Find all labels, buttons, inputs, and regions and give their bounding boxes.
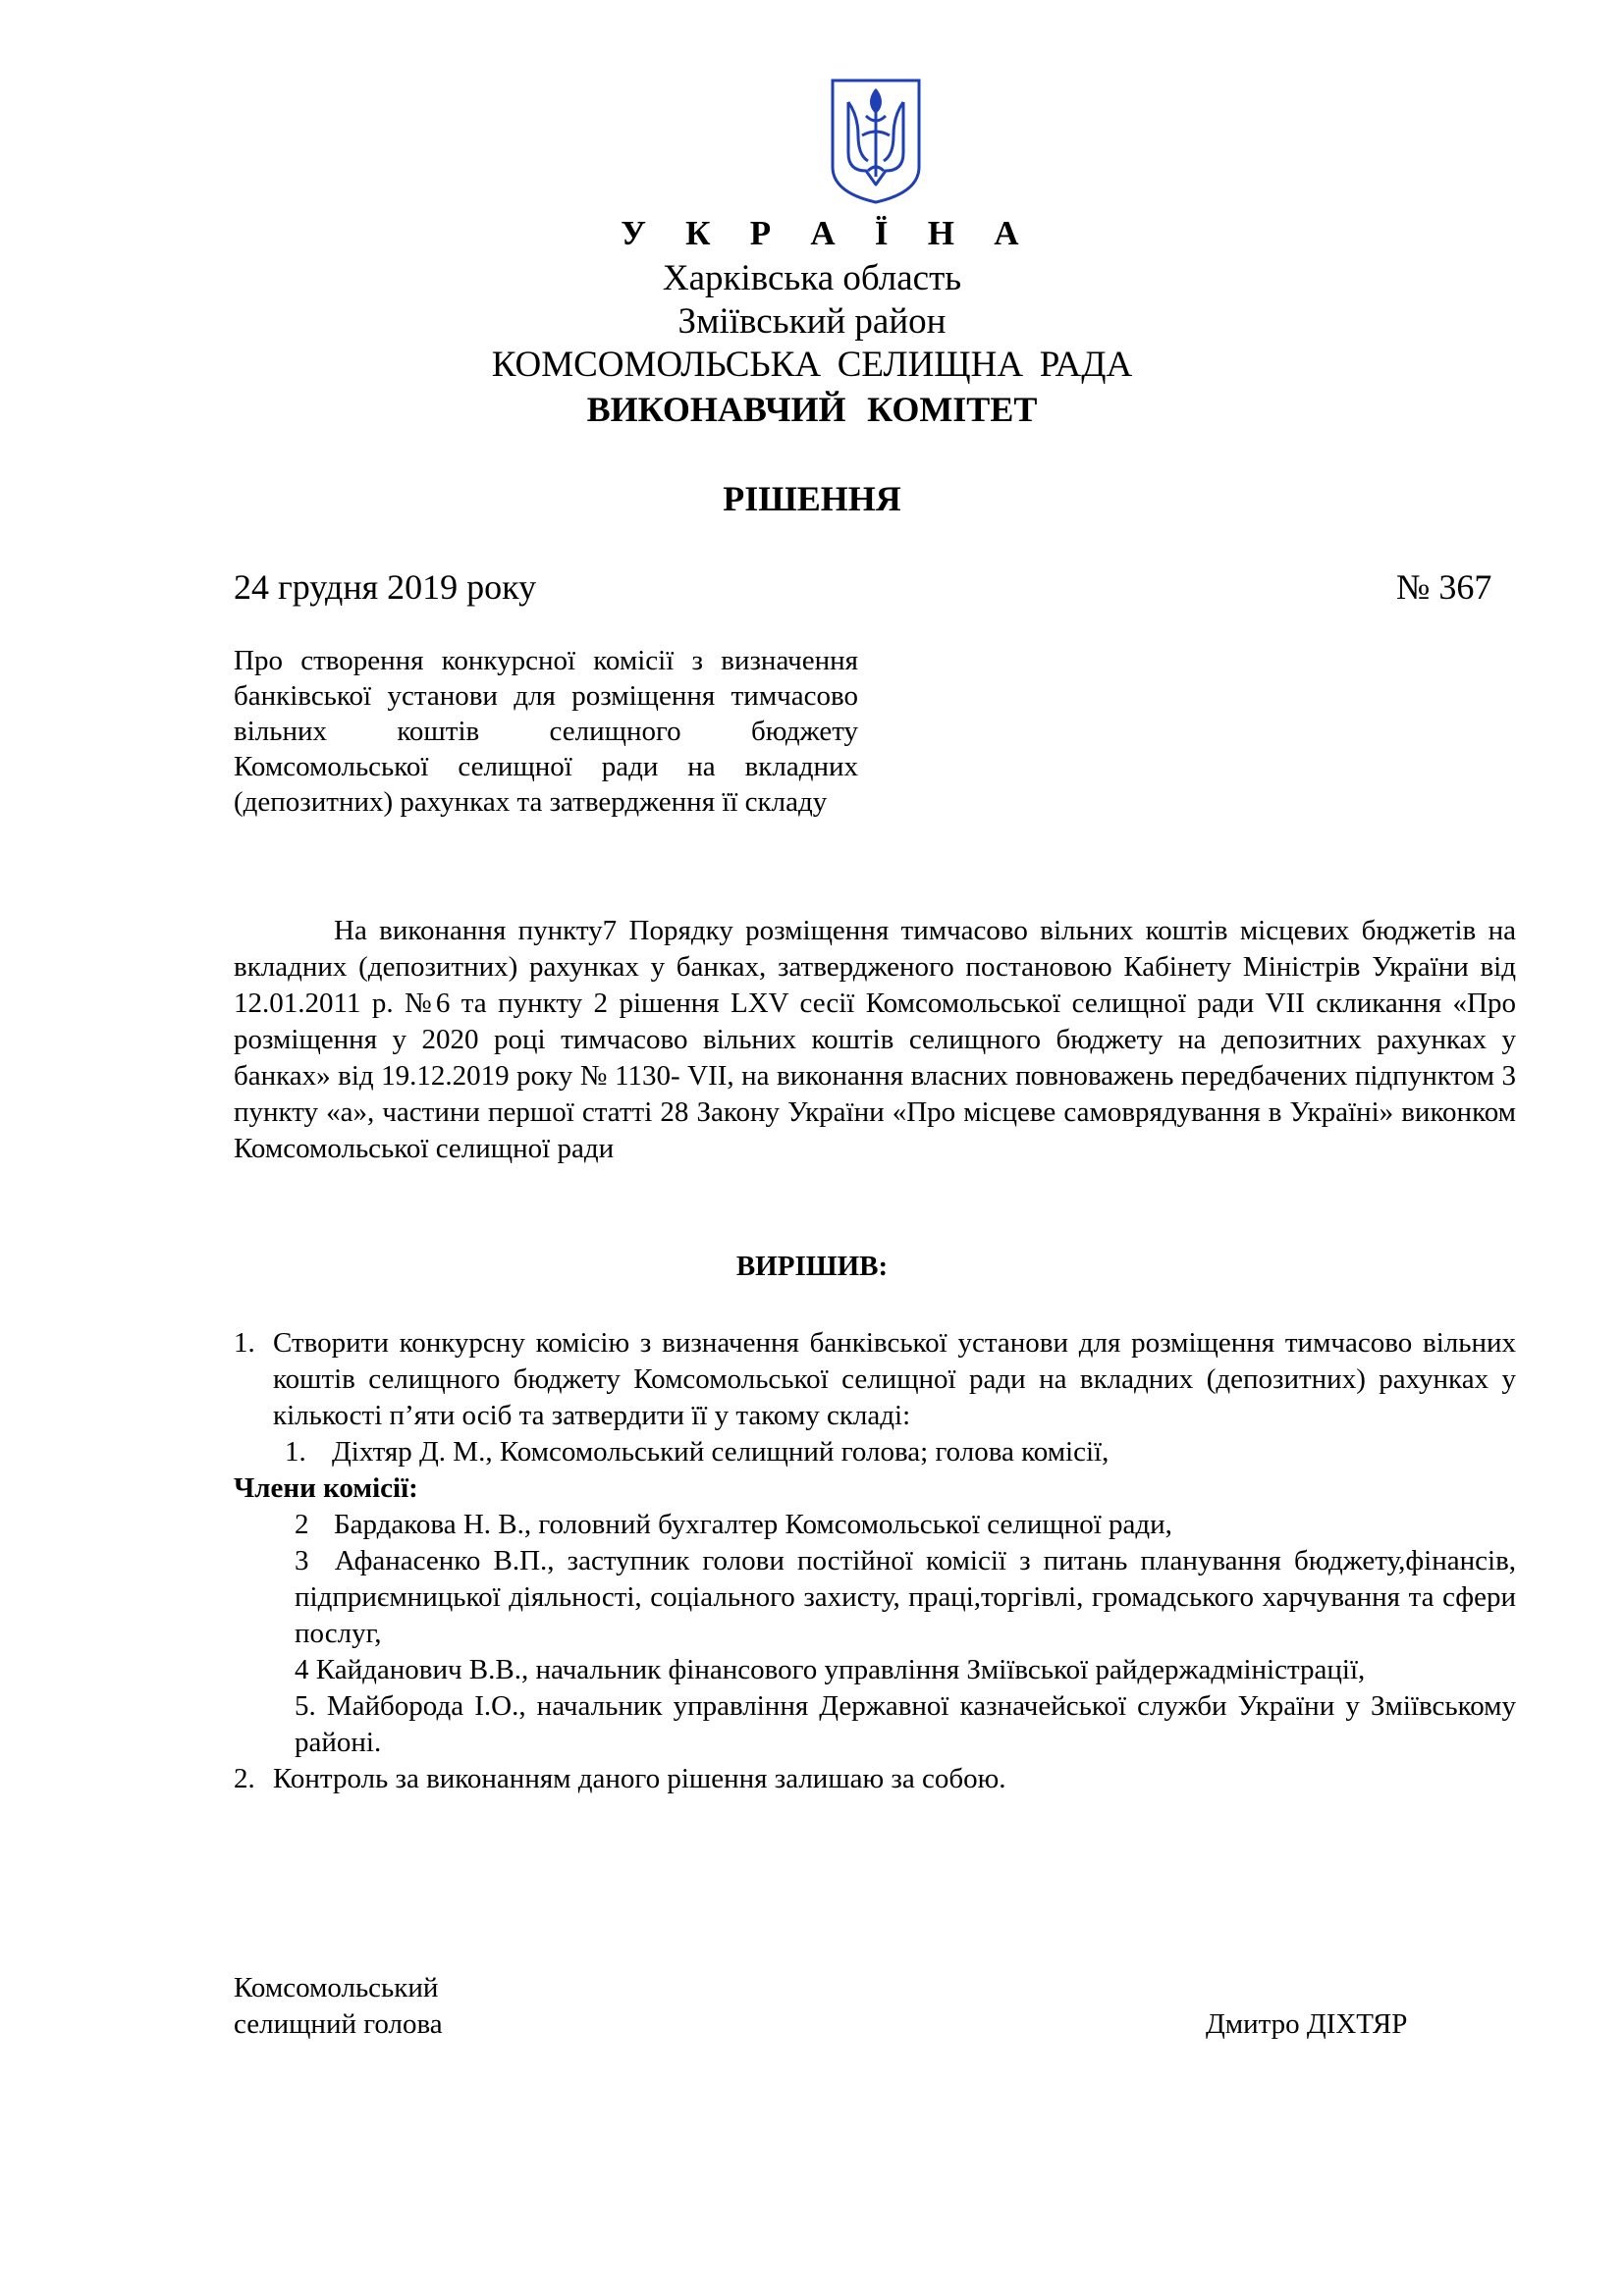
item-number: 1. [234, 1327, 255, 1359]
item-number: 4 [295, 1654, 309, 1685]
list-item [295, 1507, 1516, 1543]
item-number: 3 [295, 1545, 309, 1576]
item-number: 2 [295, 1509, 309, 1540]
decision-subject: Про створення конкурсної комісії з визначення банківської установи для розміщення тимчасово вільних коштів селищного бюджету Комсомольської селищної ради на вкладних (депозитних) рахунках та затвердження її складу [234, 645, 858, 818]
country-title: У К Р А Ї Н А [621, 214, 1035, 252]
list-item [234, 1761, 1516, 1797]
commission-chair [234, 1434, 1516, 1470]
decision-number: № 367 [1396, 567, 1492, 607]
item-text: Контроль за виконанням даного рішення залишаю за собою. [273, 1763, 1006, 1794]
item-text: Кайданович В.В., начальник фінансового управління Зміївської райдержадміністрації, [315, 1654, 1366, 1685]
preamble-paragraph: На виконання пункту7 Порядку розміщення тимчасово вільних коштів місцевих бюджетів на вкладних (депозитних) рахунках у банках, затвердженого постановою Кабінету Міністрів України від 12.01.2011 р. №6 та пункту 2 рішення LXV сесії Комсомольської селищної ради VII скликання «Про розміщення у 2020 році тимчасово вільних коштів селищного бюджету на депозитних рахунках у банках» від 19.12.2019 року № 1130- VII, на виконання власних повноважень передбачених підпунктом 3 пункту «а», частини першої статті 28 Закону України «Про місцеве самоврядування в Україні» виконком Комсомольської селищної ради [234, 915, 1516, 1164]
signatory-position [234, 1970, 443, 2043]
coat-of-arms-icon [829, 77, 923, 206]
council-line: КОМСОМОЛЬСЬКА СЕЛИЩНА РАДА [491, 345, 1133, 385]
item-text: Бардакова Н. В., головний бухгалтер Комсомольської селищної ради, [334, 1509, 1172, 1540]
resolved-heading: ВИРІШИВ: [735, 1251, 889, 1282]
position-line: Комсомольський [234, 1972, 439, 2003]
members-list [234, 1507, 1516, 1761]
item-text: Афанасенко В.П., заступник голови постійної комісії з питань планування бюджету,фінансів, підприємницької діяльності, соціального захисту, праці,торгівлі, громадського харчування та сфери послуг, [295, 1545, 1517, 1649]
item-text: Створити конкурсну комісію з визначення банківської установи для розміщення тимчасово вільних коштів селищного бюджету Комсомольської селищної ради на вкладних (депозитних) рахунках у кількості п’яти осіб та затвердити її у такому складі: [273, 1327, 1516, 1431]
position-line: селищний голова [234, 2008, 443, 2040]
members-heading: Члени комісії: [234, 1472, 418, 1504]
list-item [295, 1652, 1516, 1688]
decision-date: 24 грудня 2019 року [234, 567, 537, 607]
item-number: 2. [234, 1763, 255, 1794]
committee-line: ВИКОНАВЧИЙ КОМІТЕТ [586, 390, 1038, 429]
list-item [234, 1325, 1516, 1434]
item-text: Майборода І.О., начальник управління Державної казначейської служби України у Зміївському районі. [295, 1690, 1516, 1758]
raion-line: Зміївський район [677, 301, 947, 342]
item-number: 5. [295, 1690, 316, 1722]
list-item [295, 1688, 1516, 1761]
item-number: 1. [285, 1436, 306, 1468]
list-item [295, 1543, 1516, 1652]
oblast-line: Харківська область [662, 258, 962, 298]
decision-items [234, 1325, 1516, 1797]
document-type: РІШЕННЯ [723, 479, 901, 518]
signatory-name: Дмитро ДІХТЯР [1206, 2008, 1408, 2040]
item-text: Діхтяр Д. М., Комсомольський селищний голова; голова комісії, [332, 1436, 1110, 1468]
